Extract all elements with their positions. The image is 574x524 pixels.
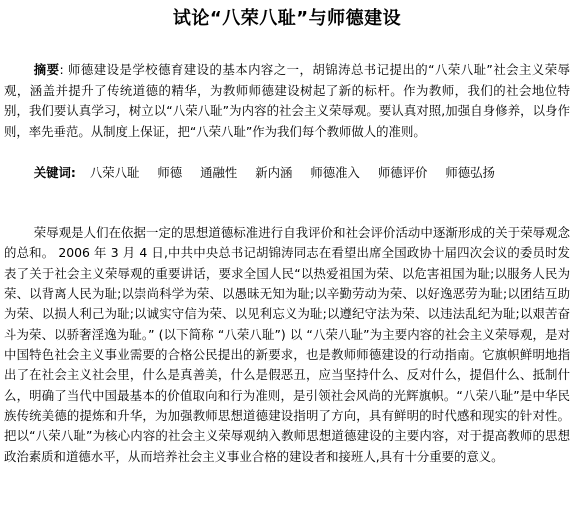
keyword-item: 通融性	[200, 165, 238, 180]
page-title: 试论“八荣八耻”与师德建设	[172, 8, 402, 29]
keyword-item: 师德准入	[310, 165, 360, 180]
keyword-item: 师德弘扬	[445, 165, 495, 180]
keyword-item: 师德评价	[377, 165, 428, 180]
abstract-paragraph	[4, 60, 570, 142]
keywords-line	[4, 163, 570, 183]
keyword-item: 新内涵	[255, 165, 293, 180]
abstract-label: 摘要	[33, 62, 60, 77]
keyword-item: 师德	[157, 165, 183, 180]
body-paragraph: 荣辱观是人们在依据一定的思想道德标准进行自我评价和社会评价活动中逐渐形成的关于荣辱观念的总和。 2006 年 3 月 4 日,中共中央总书记胡锦涛同志在看望出席全国政协十届四次会议的委员时发表了关于社会主义荣辱观的重要讲话，要求全国人民“以热爱祖国为荣、以危害祖国为耻;以服务人民为荣、以背离人民为耻;以崇尚科学为荣、以愚昧无知为耻;以辛勤劳动为荣、以好逸恶劳为耻;以团结互助为荣、以损人利己为耻;以诚实守信为荣、以见利忘义为耻;以遵纪守法为荣、以违法乱纪为耻;以艰苦奋斗为荣、以骄奢淫逸为耻。” (以下简称 “八荣八耻”) 以 “八荣八耻”为主要内容的社会主义荣辱观，是对中国特色社会主义事业需要的合格公民提出的新要求，也是教师师德建设的行动指南。它旗帜鲜明地指出了在社会主义社会里，什么是真善美，什么是假恶丑，应当坚持什么、反对什么，提倡什么、抵制什么，明确了当代中国最基本的价值取向和行为准则，是引领社会风尚的光辉旗帜。“八荣八耻”是中华民族传统美德的提炼和升华，为加强教师思想道德建设指明了方向，具有鲜明的时代感和现实的针对性。把以“八荣八耻”为核心内容的社会主义荣辱观纳入教师思想道德建设的主要内容，对于提高教师的思想政治素质和道德水平，从而培养社会主义事业合格的建设者和接班人,具有十分重要的意义。	[4, 225, 570, 464]
keywords-label: 关键词:	[33, 165, 76, 180]
abstract-text: : 师德建设是学校德育建设的基本内容之一，胡锦涛总书记提出的“八荣八耻”社会主义荣辱观，涵盖并提升了传统道德的精华，为教师师德建设树起了新的标杆。作为教师，我们的社会地位特别，我们要认真学习，树立以“八荣八耻”为内容的社会主义荣辱观。要认真对照,加强自身修养，以身作则，率先垂范。从制度上保证，把“八荣八耻”作为我们每个教师做人的准则。	[4, 62, 570, 139]
keyword-item: 八荣八耻	[89, 165, 140, 180]
